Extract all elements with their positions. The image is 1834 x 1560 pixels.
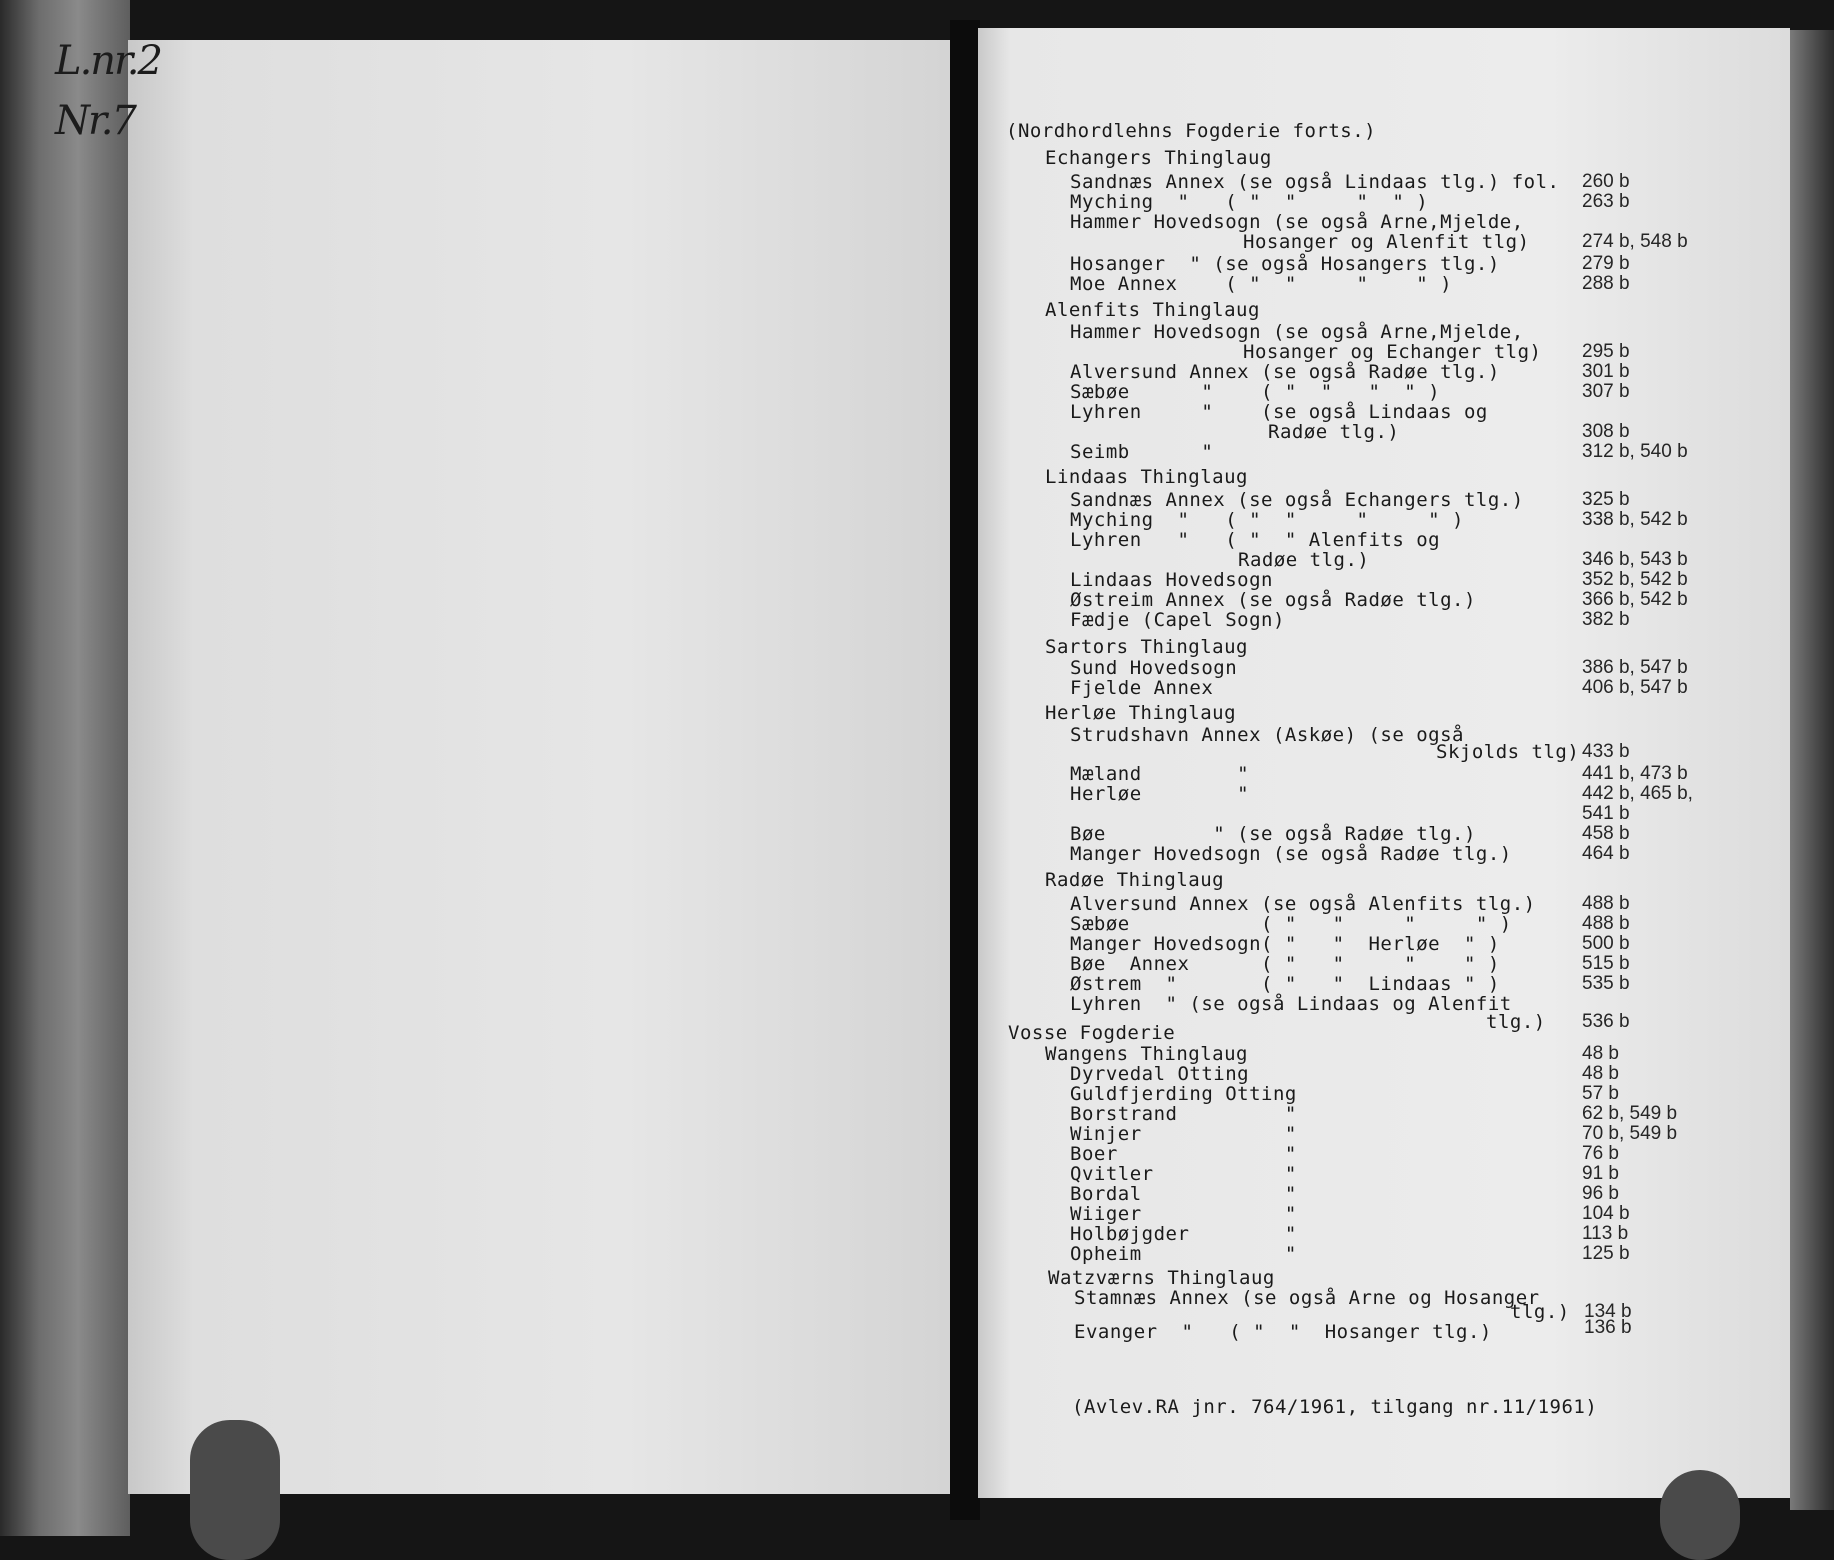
entry-line: Hammer Hovedsogn (se også Arne,Mjelde, [1070, 211, 1524, 233]
folio-ref: 104 b [1582, 1203, 1630, 1224]
entry-line: Bordal " [1070, 1183, 1297, 1205]
folio-ref: 325 b [1582, 489, 1630, 510]
entry-line: Stamnæs Annex (se også Arne og Hosanger [1074, 1287, 1540, 1309]
entry-line: Echangers Thinglaug [1045, 147, 1272, 169]
entry-line: Sæbøe ( " " " " ) [1070, 913, 1512, 935]
folio-ref: 307 b [1582, 381, 1630, 402]
folio-ref: 386 b, 547 b [1582, 657, 1688, 678]
folio-ref: 433 b [1582, 741, 1630, 762]
entry-line: Radøe tlg.) [1238, 549, 1370, 571]
folio-ref: 441 b, 473 b [1582, 763, 1688, 784]
folio-ref: 70 b, 549 b [1582, 1123, 1678, 1144]
entry-line: Watzværns Thinglaug [1048, 1267, 1275, 1289]
folio-ref: 352 b, 542 b [1582, 569, 1688, 590]
folio-ref: 96 b [1582, 1183, 1619, 1204]
folio-ref: 288 b [1582, 273, 1630, 294]
entry-line: Sund Hovedsogn [1070, 657, 1238, 679]
entry-line: Lyhren " ( " " Alenfits og [1070, 529, 1441, 551]
folio-ref: 48 b [1582, 1043, 1619, 1064]
entry-line: Sandnæs Annex (se også Lindaas tlg.) fol. [1070, 171, 1560, 193]
entry-line: Strudshavn Annex (Askøe) (se også [1070, 724, 1464, 746]
entry-line: Bøe " (se også Radøe tlg.) [1070, 823, 1476, 845]
entry-line: Radøe tlg.) [1268, 421, 1400, 443]
folio-ref: 366 b, 542 b [1582, 589, 1688, 610]
folio-ref: 48 b [1582, 1063, 1619, 1084]
folio-ref: 136 b [1584, 1317, 1632, 1338]
folio-ref: 62 b, 549 b [1582, 1103, 1678, 1124]
folio-ref: 279 b [1582, 253, 1630, 274]
folio-ref: 541 b [1582, 803, 1630, 824]
entry-line: Wiiger " [1070, 1203, 1297, 1225]
folio-ref: 500 b [1582, 933, 1630, 954]
folio-ref: 442 b, 465 b, [1582, 783, 1693, 804]
entry-line: Winjer " [1070, 1123, 1297, 1145]
entry-line: Qvitler " [1070, 1163, 1297, 1185]
entry-line: (Nordhordlehns Fogderie forts.) [1006, 120, 1377, 142]
entry-line: Vosse Fogderie [1008, 1022, 1176, 1044]
folio-ref: 76 b [1582, 1143, 1619, 1164]
entry-line: Sæbøe " ( " " " " ) [1070, 381, 1441, 403]
entry-line: Alversund Annex (se også Alenfits tlg.) [1070, 893, 1536, 915]
entry-line: Lyhren " (se også Lindaas og [1070, 401, 1488, 423]
entry-line: Manger Hovedsogn( " " Herløe " ) [1070, 933, 1500, 955]
entry-line: Evanger " ( " " Hosanger tlg.) [1074, 1321, 1492, 1343]
entry-line: Opheim " [1070, 1243, 1297, 1265]
folio-ref: 301 b [1582, 361, 1630, 382]
folio-ref: 57 b [1582, 1083, 1619, 1104]
folio-ref: 382 b [1582, 609, 1630, 630]
entry-line: Østrem " ( " " Lindaas " ) [1070, 973, 1500, 995]
entry-line: Manger Hovedsogn (se også Radøe tlg.) [1070, 843, 1512, 865]
folio-ref: 312 b, 540 b [1582, 441, 1688, 462]
entry-line: Lindaas Hovedsogn [1070, 569, 1273, 591]
entry-line: Hammer Hovedsogn (se også Arne,Mjelde, [1070, 321, 1524, 343]
entry-line: tlg.) [1486, 1011, 1546, 1033]
folio-ref: 134 b [1584, 1301, 1632, 1322]
entry-line: Holbøjgder " [1070, 1223, 1297, 1245]
folio-ref: 125 b [1582, 1243, 1630, 1264]
margin-note-lnr: L.nr.2 [55, 38, 161, 84]
folio-ref: 91 b [1582, 1163, 1619, 1184]
folio-ref: 346 b, 543 b [1582, 549, 1688, 570]
folio-ref: 535 b [1582, 973, 1630, 994]
folio-ref: 488 b [1582, 913, 1630, 934]
entry-line: Hosanger " (se også Hosangers tlg.) [1070, 253, 1500, 275]
entry-line: Moe Annex ( " " " " ) [1070, 273, 1453, 295]
folio-ref: 260 b [1582, 171, 1630, 192]
folio-ref: 458 b [1582, 823, 1630, 844]
entry-line: Guldfjerding Otting [1070, 1083, 1297, 1105]
entry-line: Myching " ( " " " " ) [1070, 191, 1429, 213]
entry-line: Lindaas Thinglaug [1045, 466, 1248, 488]
margin-note-nr: Nr.7 [55, 98, 135, 144]
folio-ref: 113 b [1582, 1223, 1629, 1244]
entry-line: Hosanger og Echanger tlg) [1243, 341, 1542, 363]
entry-line: Fædje (Capel Sogn) [1070, 609, 1285, 631]
entry-line: Borstrand " [1070, 1103, 1297, 1125]
entry-line: Herløe " [1070, 783, 1250, 805]
entry-line: Wangens Thinglaug [1045, 1043, 1248, 1065]
entry-line: Herløe Thinglaug [1045, 702, 1237, 724]
entry-line: Alversund Annex (se også Radøe tlg.) [1070, 361, 1500, 383]
folio-ref: 263 b [1582, 191, 1630, 212]
entry-line: Bøe Annex ( " " " " ) [1070, 953, 1500, 975]
entry-line: Sandnæs Annex (se også Echangers tlg.) [1070, 489, 1524, 511]
entry-line: Mæland " [1070, 763, 1250, 785]
folio-ref: 338 b, 542 b [1582, 509, 1688, 530]
entry-line: Myching " ( " " " " ) [1070, 509, 1464, 531]
entry-line: Hosanger og Alenfit tlg) [1243, 231, 1530, 253]
folio-ref: 515 b [1582, 953, 1630, 974]
folio-ref: 308 b [1582, 421, 1630, 442]
entry-line: Radøe Thinglaug [1045, 869, 1225, 891]
folio-ref: 295 b [1582, 341, 1630, 362]
entry-line: Alenfits Thinglaug [1045, 299, 1260, 321]
folio-ref: 274 b, 548 b [1582, 231, 1688, 252]
entry-line: Skjolds tlg) [1436, 741, 1580, 763]
entry-line: Boer " [1070, 1143, 1297, 1165]
entry-line: Seimb " [1070, 441, 1214, 463]
entry-line: Fjelde Annex [1070, 677, 1214, 699]
folio-ref: 536 b [1582, 1011, 1630, 1032]
archive-footer: (Avlev.RA jnr. 764/1961, tilgang nr.11/1961) [1072, 1396, 1598, 1418]
folio-ref: 464 b [1582, 843, 1630, 864]
entry-line: Dyrvedal Otting [1070, 1063, 1250, 1085]
entry-line: Østreim Annex (se også Radøe tlg.) [1070, 589, 1476, 611]
folio-ref: 406 b, 547 b [1582, 677, 1688, 698]
entry-line: tlg.) [1510, 1301, 1570, 1323]
folio-ref: 488 b [1582, 893, 1630, 914]
entry-line: Lyhren " (se også Lindaas og Alenfit [1070, 993, 1512, 1015]
entry-line: Sartors Thinglaug [1045, 636, 1248, 658]
